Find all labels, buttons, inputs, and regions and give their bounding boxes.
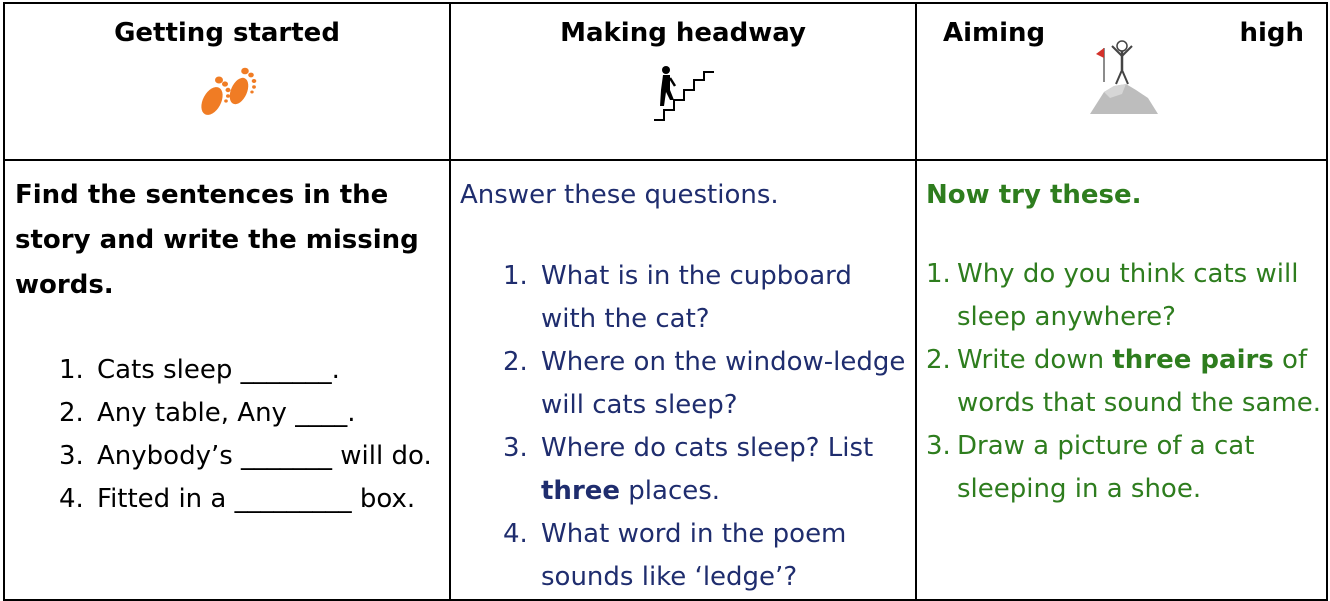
instructions-making-headway: Answer these questions.: [460, 180, 779, 210]
item-emphasis: three: [541, 476, 621, 506]
heading-aiming: Aiming: [943, 18, 1046, 48]
item-number: 2.: [503, 347, 528, 377]
list-item: [503, 255, 915, 341]
worksheet-table: [3, 2, 1328, 601]
list-item: [59, 349, 449, 392]
item-text: Cats sleep _______.: [97, 355, 340, 385]
column-making-headway: [450, 160, 916, 600]
header-aiming-high: [916, 3, 1327, 160]
list-item: [503, 341, 915, 427]
item-number: 2.: [926, 345, 951, 375]
item-text: places.: [620, 476, 721, 506]
header-row: [4, 3, 1327, 160]
item-text: Fitted in a _________ box.: [97, 484, 416, 514]
question-list-getting-started: [59, 349, 449, 521]
header-making-headway: [450, 3, 916, 160]
header-getting-started: [4, 3, 450, 160]
column-aiming-high: [916, 160, 1327, 600]
item-number: 1.: [59, 355, 84, 385]
mountain-summit-flag-icon: [1082, 34, 1162, 114]
item-number: 3.: [59, 441, 84, 471]
item-number: 1.: [503, 261, 528, 291]
item-number: 4.: [59, 484, 84, 514]
heading-getting-started: Getting started: [114, 18, 340, 48]
item-text: Why do you think cats will sleep anywhere?: [957, 259, 1299, 332]
item-number: 3.: [926, 431, 951, 461]
heading-making-headway: Making headway: [560, 18, 806, 48]
item-number: 2.: [59, 398, 84, 428]
list-item: [59, 435, 449, 478]
item-text: What word in the poem sounds like ‘ledge’?: [541, 519, 847, 592]
heading-high: high: [1239, 18, 1304, 48]
instructions-getting-started: Find the sentences in the story and write the missing words.: [15, 180, 419, 300]
item-text: Any table, Any ____.: [97, 398, 356, 428]
list-item: [503, 427, 915, 513]
item-text: Write down: [957, 345, 1113, 375]
list-item: [503, 513, 915, 599]
instructions-aiming-high: Now try these.: [926, 180, 1142, 210]
list-item: [926, 253, 1326, 339]
question-list-aiming-high: [926, 253, 1326, 511]
stairs-climber-icon: [646, 56, 720, 126]
body-row: [4, 160, 1327, 600]
item-text: of words that sound the same.: [957, 345, 1321, 418]
list-item: [59, 392, 449, 435]
list-item: [59, 478, 449, 521]
list-item: [926, 425, 1326, 511]
list-item: [926, 339, 1326, 425]
item-text: What is in the cupboard with the cat?: [541, 261, 852, 334]
question-list-making-headway: [503, 255, 915, 599]
item-emphasis: three pairs: [1112, 345, 1274, 375]
column-getting-started: [4, 160, 450, 600]
item-text: Draw a picture of a cat sleeping in a shoe.: [957, 431, 1255, 504]
item-text: Where do cats sleep? List: [541, 433, 874, 463]
item-text: Where on the window-ledge will cats sleep?: [541, 347, 906, 420]
footprints-icon: [190, 56, 264, 124]
item-number: 3.: [503, 433, 528, 463]
item-number: 1.: [926, 259, 951, 289]
item-number: 4.: [503, 519, 528, 549]
item-text: Anybody’s _______ will do.: [97, 441, 432, 471]
